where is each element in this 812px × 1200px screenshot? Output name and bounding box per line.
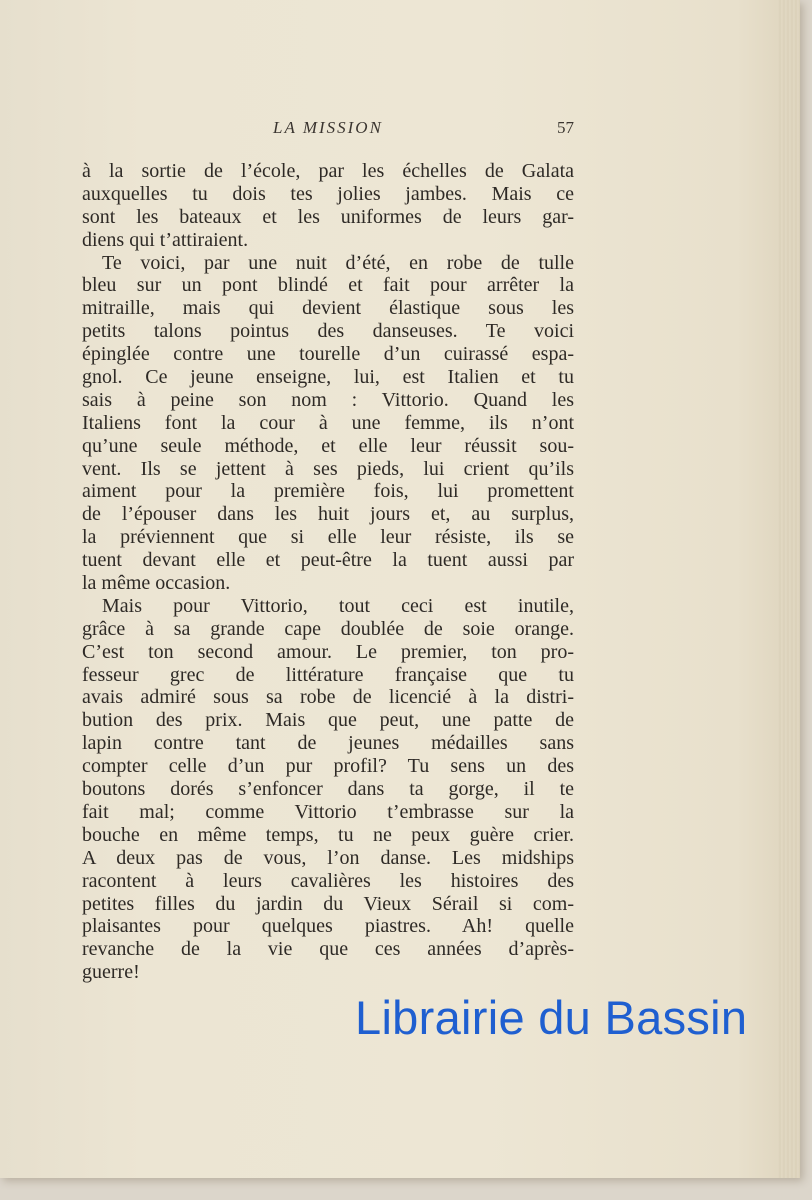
text-line: revanche de la vie que ces années d’après- xyxy=(82,938,574,961)
text-line: sont les bateaux et les uniformes de leurs gar- xyxy=(82,205,574,228)
text-line: bleu sur un pont blindé et fait pour arrêter la xyxy=(82,274,574,297)
text-line: sais à peine son nom : Vittorio. Quand les xyxy=(82,388,574,411)
text-line: tuent devant elle et peut-être la tuent aussi par xyxy=(82,549,574,572)
text-line: C’est ton second amour. Le premier, ton pro- xyxy=(82,640,574,663)
text-line: guerre! xyxy=(82,961,140,984)
text-line: mitraille, mais qui devient élastique sous les xyxy=(82,297,574,320)
text-line: la préviennent que si elle leur résiste, ils se xyxy=(82,526,574,549)
text-line: à la sortie de l’école, par les échelles de Galata xyxy=(82,160,574,182)
text-line: de l’épouser dans les huit jours et, au surplus, xyxy=(82,503,574,526)
text-line: la même occasion. xyxy=(82,572,231,595)
running-head xyxy=(82,118,574,144)
text-line: petits talons pointus des danseuses. Te voici xyxy=(82,320,574,343)
text-line: Mais pour Vittorio, tout ceci est inutile, xyxy=(102,594,574,617)
text-line: petites filles du jardin du Vieux Sérail si com- xyxy=(82,892,574,915)
text-line: grâce à sa grande cape doublée de soie orange. xyxy=(82,617,574,640)
text-line: boutons dorés s’enfoncer dans ta gorge, il te xyxy=(82,778,574,801)
text-line: qu’une seule méthode, et elle leur réussit sou- xyxy=(82,434,574,457)
text-line: auxquelles tu dois tes jolies jambes. Mais ce xyxy=(82,182,574,205)
text-line: fesseur grec de littérature française que tu xyxy=(82,663,574,686)
text-line: Italiens font la cour à une femme, ils n’ont xyxy=(82,411,574,434)
text-line: bution des prix. Mais que peut, une patte de xyxy=(82,709,574,732)
text-line: avais admiré sous sa robe de licencié à la distri- xyxy=(82,686,574,709)
text-line: compter celle d’un pur profil? Tu sens un des xyxy=(82,755,574,778)
text-line: plaisantes pour quelques piastres. Ah! quelle xyxy=(82,915,574,938)
text-line: Te voici, par une nuit d’été, en robe de tulle xyxy=(102,251,574,274)
watermark-text: Librairie du Bassin xyxy=(355,991,748,1044)
page-number: 57 xyxy=(557,118,574,137)
body-text xyxy=(82,160,574,984)
running-head-title: LA MISSION xyxy=(273,118,383,137)
text-line: racontent à leurs cavalières les histoires des xyxy=(82,869,574,892)
text-line: A deux pas de vous, l’on danse. Les midships xyxy=(82,846,574,869)
page-edge xyxy=(778,0,800,1178)
text-line: bouche en même temps, tu ne peux guère crier. xyxy=(82,823,574,846)
text-line: fait mal; comme Vittorio t’embrasse sur la xyxy=(82,800,574,823)
text-line: gnol. Ce jeune enseigne, lui, est Italien et tu xyxy=(82,366,574,389)
text-line: vent. Ils se jettent à ses pieds, lui crient qu’ils xyxy=(82,457,574,480)
text-line: diens qui t’attiraient. xyxy=(82,228,249,251)
text-line: épinglée contre une tourelle d’un cuirassé espa- xyxy=(82,343,574,366)
text-line: lapin contre tant de jeunes médailles sans xyxy=(82,732,574,755)
text-line: aiment pour la première fois, lui promettent xyxy=(82,480,574,503)
